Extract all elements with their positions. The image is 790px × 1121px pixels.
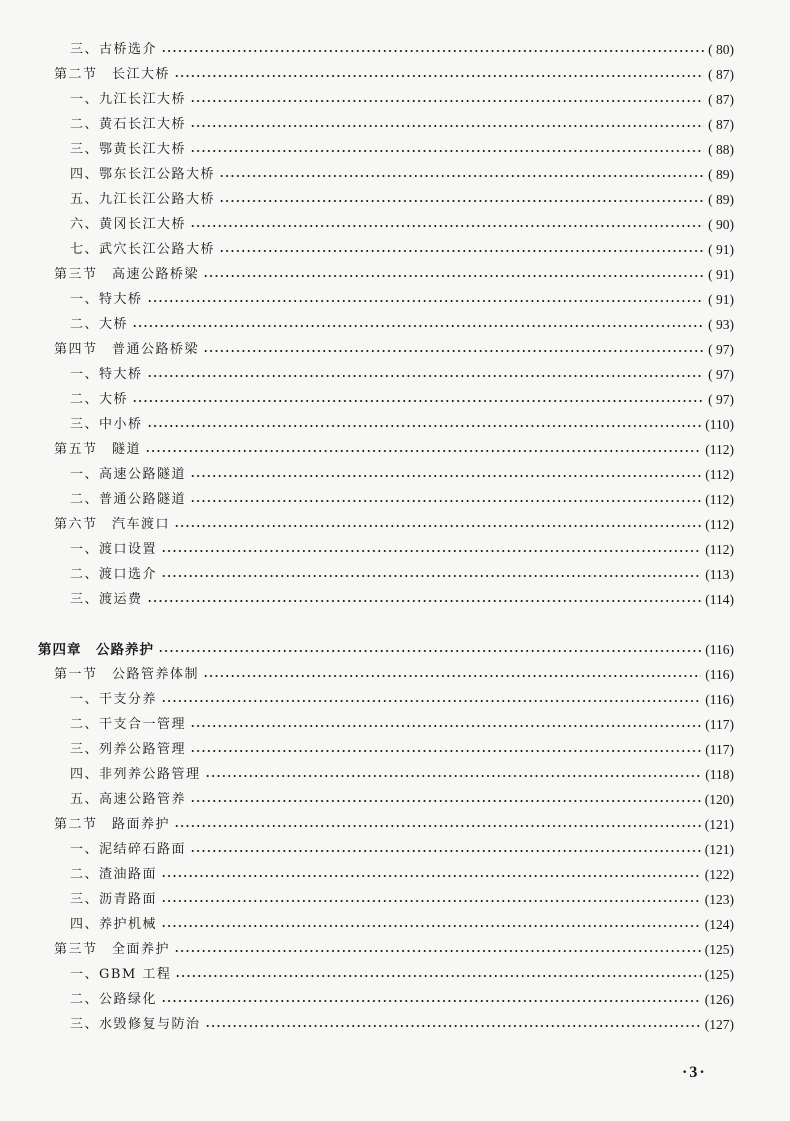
dot-leader — [161, 550, 701, 552]
toc-entry-page: (116) — [705, 692, 734, 707]
toc-entry-title: 三、鄂黄长江大桥 — [70, 142, 187, 157]
toc-entry-title: 三、水毁修复与防治 — [70, 1017, 201, 1032]
dot-leader — [132, 325, 704, 327]
toc-entry[interactable] — [54, 940, 734, 960]
toc-entry-title: 第四节 普通公路桥梁 — [54, 342, 200, 357]
toc-entry-title: 一、高速公路隧道 — [70, 467, 187, 482]
toc-entry[interactable] — [70, 115, 734, 135]
toc-entry[interactable] — [70, 790, 734, 810]
dot-leader — [190, 225, 704, 227]
toc-entry-title: 三、古桥选介 — [70, 42, 158, 57]
toc-entry-page: (113) — [705, 567, 734, 582]
toc-entry-page: (123) — [704, 892, 734, 907]
dot-leader — [190, 750, 701, 752]
toc-entry-page: ( 97) — [708, 367, 734, 382]
toc-entry-page: (112) — [705, 517, 734, 532]
toc-entry-page: ( 91) — [708, 242, 734, 257]
toc-entry[interactable] — [70, 365, 734, 385]
toc-entry-title: 二、黄石长江大桥 — [70, 117, 187, 132]
toc-entry-page: ( 91) — [708, 267, 734, 282]
toc-entry[interactable] — [54, 65, 734, 85]
page-number: ·3· — [682, 1064, 707, 1081]
toc-entry[interactable] — [70, 315, 734, 335]
toc-entry[interactable] — [70, 465, 734, 485]
dot-leader — [190, 725, 701, 727]
toc-entry-title: 第四章 公路养护 — [38, 642, 154, 658]
toc-entry[interactable] — [70, 165, 734, 185]
toc-entry-title: 一、特大桥 — [70, 367, 143, 382]
toc-entry-title: 二、渡口选介 — [70, 567, 158, 582]
toc-entry-title: 一、干支分养 — [70, 692, 158, 707]
dot-leader — [158, 650, 701, 652]
toc-entry-title: 六、黄冈长江大桥 — [70, 217, 187, 232]
toc-entry-page: ( 87) — [708, 92, 734, 107]
toc-entry[interactable] — [70, 965, 734, 985]
toc-entry-page: (125) — [704, 942, 734, 957]
dot-leader — [161, 925, 701, 927]
toc-entry[interactable] — [70, 915, 734, 935]
toc-entry[interactable] — [54, 665, 734, 685]
toc-entry-page: ( 90) — [708, 217, 734, 232]
dot-leader — [190, 850, 701, 852]
dot-leader — [219, 250, 704, 252]
toc-entry-title: 第三节 高速公路桥梁 — [54, 267, 200, 282]
dot-leader — [190, 100, 704, 102]
dot-leader — [219, 175, 704, 177]
toc-entry-page: (116) — [705, 642, 734, 657]
toc-entry[interactable] — [70, 415, 734, 435]
dot-leader — [132, 400, 704, 402]
dot-leader — [161, 50, 704, 52]
toc-entry-page: ( 89) — [708, 192, 734, 207]
toc-entry[interactable] — [70, 290, 734, 310]
toc-entry-page: (117) — [705, 717, 734, 732]
dot-leader — [190, 500, 701, 502]
toc-entry-page: ( 87) — [708, 67, 734, 82]
toc-entry-title: 一、泥结碎石路面 — [70, 842, 187, 857]
toc-entry[interactable] — [54, 440, 734, 460]
toc-entry-page: (112) — [705, 467, 734, 482]
toc-entry-page: ( 97) — [708, 342, 734, 357]
toc-entry-page: (117) — [705, 742, 734, 757]
toc-entry-title: 第二节 路面养护 — [54, 817, 171, 832]
toc-entry[interactable] — [70, 715, 734, 735]
toc-entry-title: 五、高速公路管养 — [70, 792, 187, 807]
toc-entry-page: (112) — [705, 442, 734, 457]
toc-entry-page: ( 89) — [708, 167, 734, 182]
toc-entry-title: 四、非列养公路管理 — [70, 767, 201, 782]
toc-entry[interactable] — [70, 490, 734, 510]
toc-entry-title: 一、特大桥 — [70, 292, 143, 307]
toc-entry-title: 二、普通公路隧道 — [70, 492, 187, 507]
dot-leader — [190, 475, 701, 477]
toc-entry[interactable] — [54, 340, 734, 360]
toc-entry[interactable] — [70, 540, 734, 560]
dot-leader — [219, 200, 704, 202]
dot-leader — [147, 600, 702, 602]
toc-entry-page: ( 91) — [708, 292, 734, 307]
toc-entry[interactable] — [70, 565, 734, 585]
toc-entry-title: 五、九江长江公路大桥 — [70, 192, 216, 207]
toc-entry-page: ( 93) — [708, 317, 734, 332]
toc-entry-page: (124) — [704, 917, 734, 932]
toc-entry-page: (118) — [705, 767, 734, 782]
dot-leader — [161, 900, 701, 902]
dot-leader — [147, 300, 705, 302]
toc-entry-title: 一、九江长江大桥 — [70, 92, 187, 107]
toc-entry[interactable] — [70, 740, 734, 760]
dot-leader — [175, 975, 700, 977]
dot-leader — [203, 350, 704, 352]
toc-entry[interactable] — [70, 390, 734, 410]
toc-entry[interactable] — [70, 40, 734, 60]
toc-entry-title: 二、公路绿化 — [70, 992, 158, 1007]
toc-entry-title: 三、渡运费 — [70, 592, 143, 607]
toc-entry[interactable] — [70, 140, 734, 160]
toc-entry-page: (120) — [704, 792, 734, 807]
toc-entry[interactable] — [70, 215, 734, 235]
toc-entry-title: 第二节 长江大桥 — [54, 67, 171, 82]
dot-leader — [190, 125, 704, 127]
toc-entry-page: (121) — [704, 842, 734, 857]
toc-entry-title: 七、武穴长江公路大桥 — [70, 242, 216, 257]
toc-entry[interactable] — [70, 990, 734, 1010]
toc-entry-title: 二、大桥 — [70, 392, 129, 407]
dot-leader — [147, 375, 705, 377]
toc-entry-title: 第一节 公路管养体制 — [54, 667, 200, 682]
toc-entry-page: ( 80) — [708, 42, 734, 57]
dot-leader — [147, 425, 702, 427]
toc-entry-page: ( 87) — [708, 117, 734, 132]
dot-leader — [145, 450, 701, 452]
toc-entry-title: 第六节 汽车渡口 — [54, 517, 171, 532]
toc-entry-title: 一、渡口设置 — [70, 542, 158, 557]
toc-entry[interactable] — [70, 590, 734, 610]
toc-entry-title: 二、干支合一管理 — [70, 717, 187, 732]
toc-entry[interactable] — [70, 90, 734, 110]
toc-entry-title: 三、沥青路面 — [70, 892, 158, 907]
toc-entry-page: (122) — [704, 867, 734, 882]
toc-entry-page: (110) — [705, 417, 734, 432]
dot-leader — [205, 1025, 701, 1027]
dot-leader — [174, 75, 704, 77]
dot-leader — [203, 675, 701, 677]
toc-entry-title: 三、列养公路管理 — [70, 742, 187, 757]
dot-leader — [161, 875, 701, 877]
toc-entry-title: 四、鄂东长江公路大桥 — [70, 167, 216, 182]
toc-entry[interactable] — [70, 865, 734, 885]
dot-leader — [161, 700, 701, 702]
dot-leader — [205, 775, 702, 777]
toc-entry-page: (127) — [704, 1017, 734, 1032]
toc-entry-page: (125) — [704, 967, 734, 982]
dot-leader — [174, 525, 701, 527]
toc-entry-title: 第五节 隧道 — [54, 442, 142, 457]
toc-entry-title: 三、中小桥 — [70, 417, 143, 432]
toc-entry-page: (112) — [705, 542, 734, 557]
toc-entry[interactable] — [70, 1015, 734, 1035]
toc-entry[interactable] — [70, 765, 734, 785]
toc-entry[interactable] — [70, 240, 734, 260]
toc-entry-title: 四、养护机械 — [70, 917, 158, 932]
toc-entry[interactable] — [54, 815, 734, 835]
toc-entry[interactable] — [70, 890, 734, 910]
toc-entry-page: (112) — [705, 492, 734, 507]
toc-entry-page: ( 88) — [708, 142, 734, 157]
dot-leader — [174, 825, 701, 827]
toc-entry-title: 第三节 全面养护 — [54, 942, 171, 957]
toc-entry[interactable] — [70, 690, 734, 710]
toc-entry-title: 二、大桥 — [70, 317, 129, 332]
toc-entry-title: 二、渣油路面 — [70, 867, 158, 882]
toc-entry-page: (114) — [705, 592, 734, 607]
dot-leader — [161, 575, 701, 577]
dot-leader — [174, 950, 701, 952]
dot-leader — [161, 1000, 701, 1002]
dot-leader — [190, 800, 701, 802]
toc-entry-page: (116) — [705, 667, 734, 682]
dot-leader — [203, 275, 704, 277]
toc-entry-page: (126) — [704, 992, 734, 1007]
toc-entry[interactable] — [54, 515, 734, 535]
toc-chapter-entry[interactable] — [38, 640, 734, 660]
dot-leader — [190, 150, 704, 152]
toc-entry-page: (121) — [704, 817, 734, 832]
toc-entry[interactable] — [54, 265, 734, 285]
toc-entry-page: ( 97) — [708, 392, 734, 407]
toc-entry-title: 一、GBM 工程 — [70, 967, 172, 982]
toc-entry[interactable] — [70, 840, 734, 860]
toc-entry[interactable] — [70, 190, 734, 210]
